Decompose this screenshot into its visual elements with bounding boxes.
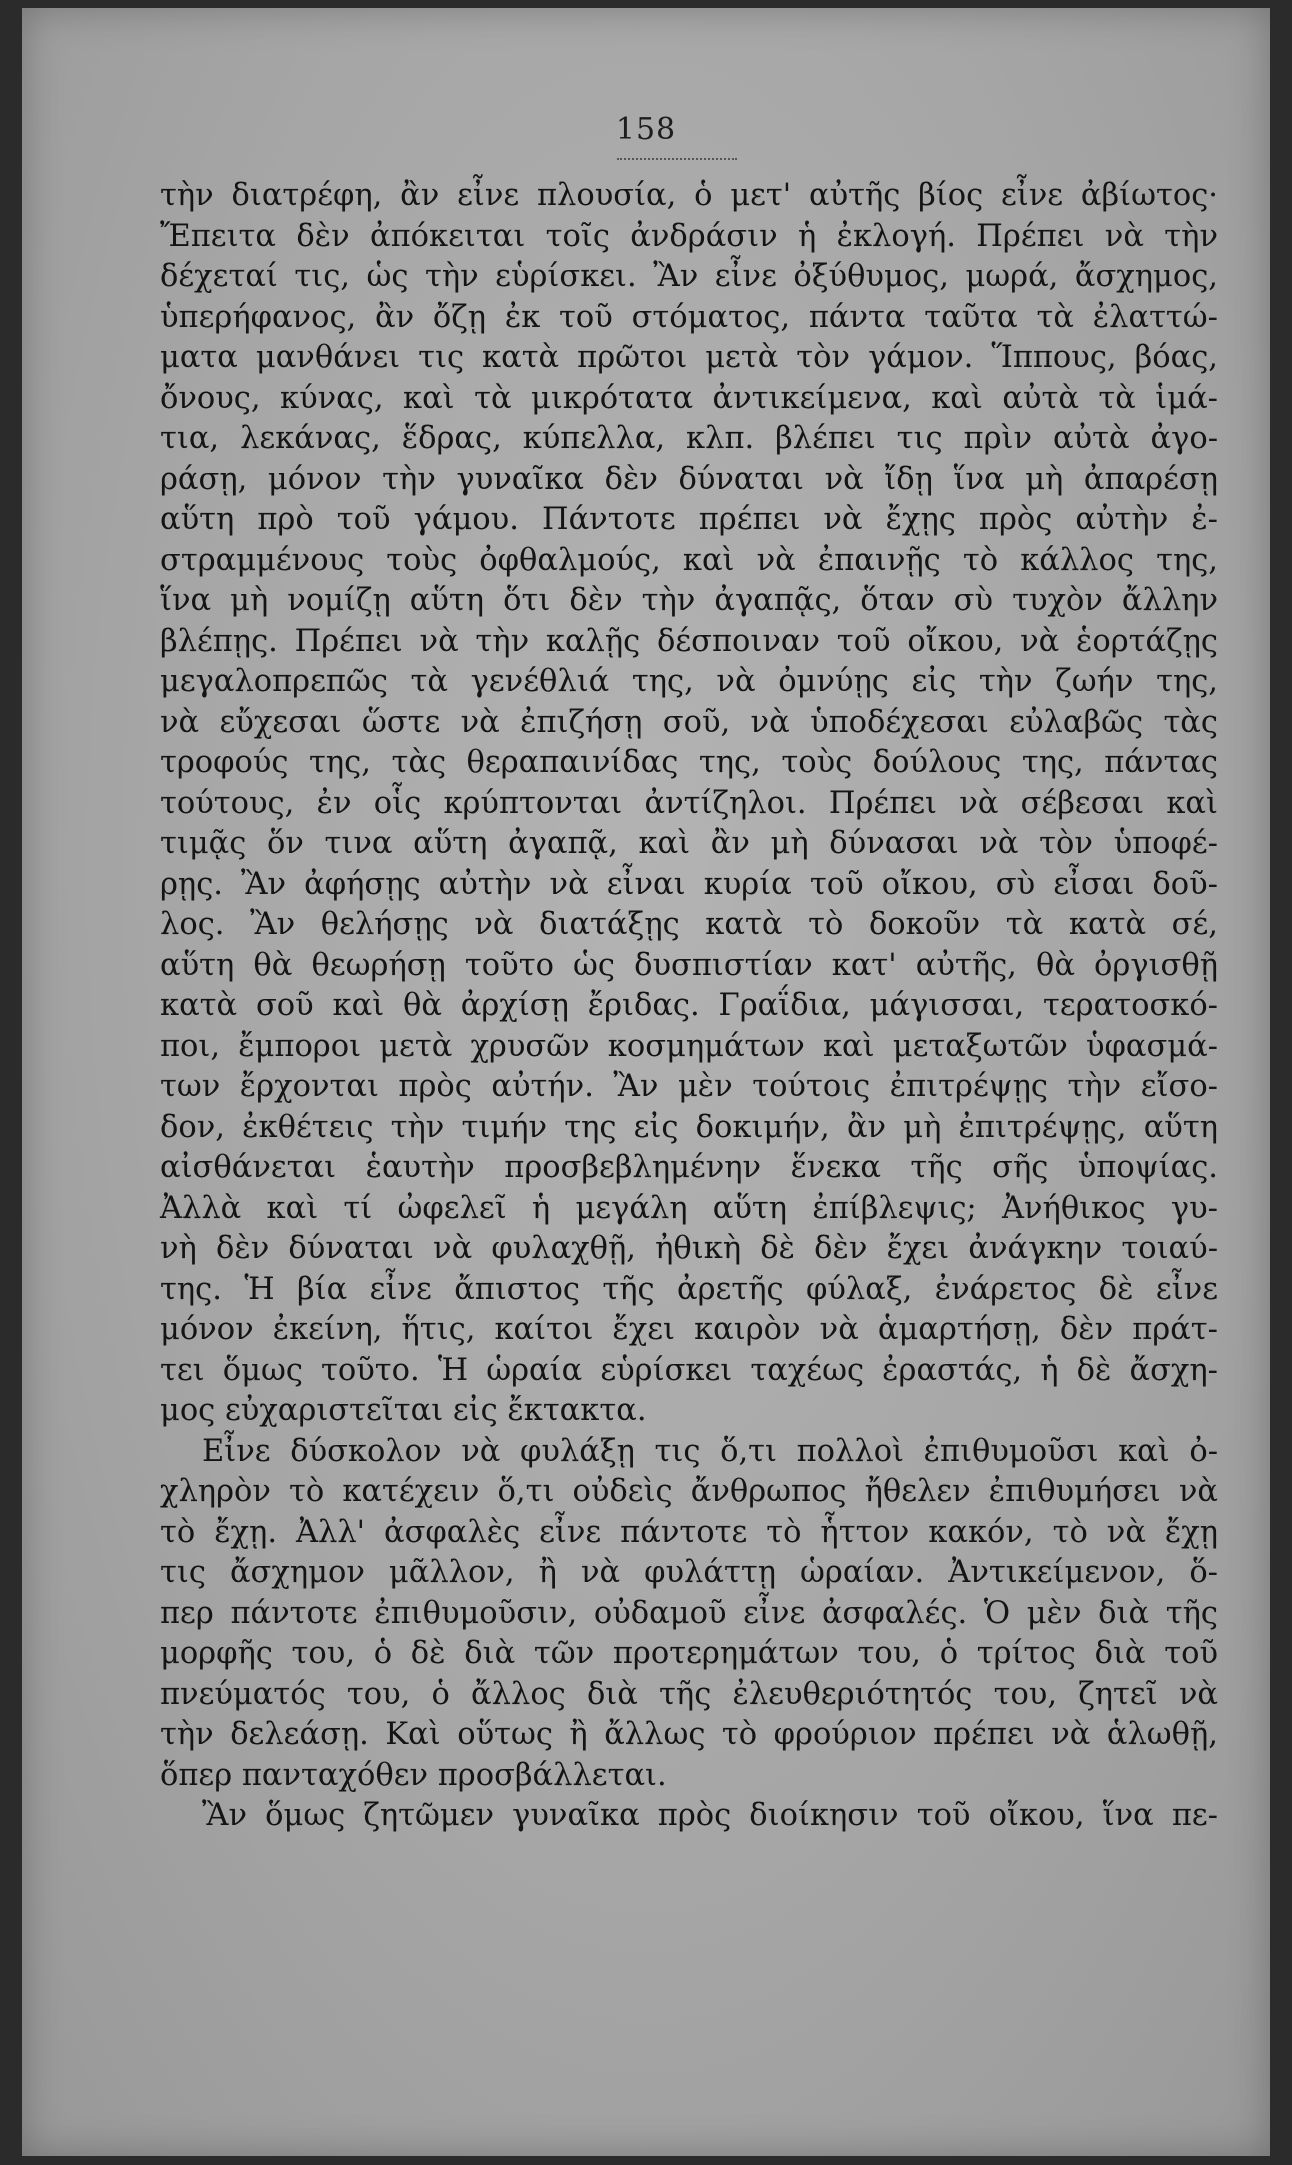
text-line: τια, λεκάνας, ἕδρας, κύπελλα, κλπ. βλέπει τις πρὶν αὐτὰ ἀγο- [160,421,1218,456]
text-line: νὰ εὔχεσαι ὥστε νὰ ἐπιζήσῃ σοῦ, νὰ ὑποδέχεσαι εὐλαβῶς τὰς [160,704,1218,740]
text-line: μεγαλοπρεπῶς τὰ γενέθλιά της, νὰ ὀμνύῃς εἰς τὴν ζωήν της, [160,664,1218,699]
text-line: Ἀλλὰ καὶ τί ὠφελεῖ ἡ μεγάλη αὕτη ἐπίβλεψις; Ἀνήθικος γυ- [160,1190,1218,1226]
page-number: 158 [615,112,677,147]
text-line: πνεύματός του, ὁ ἄλλος διὰ τῆς ἐλευθεριότητός του, ζητεῖ νὰ [160,1676,1218,1712]
text-line: ρῃς. Ἂν ἀφήσῃς αὐτὴν νὰ εἶναι κυρία τοῦ οἴκου, σὺ εἶσαι δοῦ- [160,866,1218,902]
text-line: ὄνους, κύνας, καὶ τὰ μικρότατα ἀντικείμενα, καὶ αὐτὰ τὰ ἱμά- [160,380,1218,416]
text-line: τιμᾷς ὅν τινα αὕτη ἀγαπᾷ, καὶ ἂν μὴ δύνασαι νὰ τὸν ὑποφέ- [160,826,1218,861]
text-line: τις ἄσχημον μᾶλλον, ἢ νὰ φυλάττῃ ὡραίαν. Ἀντικείμενον, ὅ- [160,1555,1218,1590]
text-line: αὕτη θὰ θεωρήσῃ τοῦτο ὡς δυσπιστίαν κατ' αὐτῆς, θὰ ὀργισθῇ [160,947,1218,983]
text-line: της. Ἡ βία εἶνε ἄπιστος τῆς ἀρετῆς φύλαξ, ἐνάρετος δὲ εἶνε [160,1271,1218,1307]
text-line: ὑπερήφανος, ἂν ὄζῃ ἐκ τοῦ στόματος, πάντα ταῦτα τὰ ἐλαττώ- [160,299,1218,335]
text-line: Ἔπειτα δὲν ἀπόκειται τοῖς ἀνδράσιν ἡ ἐκλογή. Πρέπει νὰ τὴν [160,218,1218,254]
text-line: βλέπῃς. Πρέπει νὰ τὴν καλῇς δέσποιναν τοῦ οἴκου, νὰ ἑορτάζῃς [160,623,1218,659]
text-line: νὴ δὲν δύναται νὰ φυλαχθῇ, ἠθικὴ δὲ δὲν ἔχει ἀνάγκην τοιαύ- [160,1231,1218,1266]
text-line: τει ὅμως τοῦτο. Ἡ ὡραία εὑρίσκει ταχέως ἐραστάς, ἡ δὲ ἄσχη- [160,1352,1218,1388]
text-line: τούτους, ἐν οἷς κρύπτονται ἀντίζηλοι. Πρέπει νὰ σέβεσαι καὶ [160,785,1218,821]
book-page [22,8,1270,2156]
text-line: ποι, ἔμποροι μετὰ χρυσῶν κοσμημάτων καὶ μεταξωτῶν ὑφασμά- [160,1028,1218,1064]
text-line: δον, ἐκθέτεις τὴν τιμήν της εἰς δοκιμήν, ἂν μὴ ἐπιτρέψῃς, αὕτη [160,1109,1218,1145]
text-line: μος εὐχαριστεῖται εἰς ἔκτακτα. [160,1393,647,1428]
text-line: τὸ ἔχῃ. Ἀλλ' ἀσφαλὲς εἶνε πάντοτε τὸ ἧττον κακόν, τὸ νὰ ἔχῃ [160,1514,1218,1550]
text-line: ματα μανθάνει τις κατὰ πρῶτοι μετὰ τὸν γάμον. Ἵππους, βόας, [160,340,1218,375]
text-line: τὴν δελεάσῃ. Καὶ οὕτως ἢ ἄλλως τὸ φρούριον πρέπει νὰ ἁλωθῇ, [160,1717,1218,1752]
text-line: τὴν διατρέφη, ἂν εἶνε πλουσία, ὁ μετ' αὐτῆς βίος εἶνε ἀβίωτος· [160,178,1218,213]
text-line: δέχεταί τις, ὡς τὴν εὑρίσκει. Ἂν εἶνε ὀξύθυμος, μωρά, ἄσχημος, [160,259,1218,294]
text-line: αἰσθάνεται ἑαυτὴν προσβεβλημένην ἕνεκα τῆς σῆς ὑποψίας. [160,1150,1218,1185]
body-text [160,176,1218,1837]
text-line: ὅπερ πανταχόθεν προσβάλλεται. [160,1757,667,1793]
text-line: μόνον ἐκείνη, ἥτις, καίτοι ἔχει καιρὸν νὰ ἁμαρτήσῃ, δὲν πράτ- [160,1312,1218,1347]
text-line: στραμμένους τοὺς ὀφθαλμούς, καὶ νὰ ἐπαινῇς τὸ κάλλος της, [160,542,1218,578]
header-rule [617,158,737,160]
text-line: αὕτη πρὸ τοῦ γάμου. Πάντοτε πρέπει νὰ ἔχῃς πρὸς αὐτὴν ἐ- [160,502,1218,537]
text-line: Εἶνε δύσκολον νὰ φυλάξῃ τις ὅ,τι πολλοὶ ἐπιθυμοῦσι καὶ ὀ- [202,1433,1218,1469]
text-line: τροφούς της, τὰς θεραπαινίδας της, τοὺς δούλους της, πάντας [160,745,1218,780]
text-line: Ἂν ὅμως ζητῶμεν γυναῖκα πρὸς διοίκησιν τοῦ οἴκου, ἵνα πε- [202,1798,1218,1833]
text-line: ράσῃ, μόνον τὴν γυναῖκα δὲν δύναται νὰ ἴδῃ ἵνα μὴ ἀπαρέσῃ [160,461,1218,497]
text-line: λος. Ἂν θελήσῃς νὰ διατάξῃς κατὰ τὸ δοκοῦν τὰ κατὰ σέ, [160,907,1218,942]
text-line: χληρὸν τὸ κατέχειν ὅ,τι οὐδεὶς ἄνθρωπος ἤθελεν ἐπιθυμήσει νὰ [160,1474,1218,1509]
text-line: περ πάντοτε ἐπιθυμοῦσιν, οὐδαμοῦ εἶνε ἀσφαλές. Ὁ μὲν διὰ τῆς [160,1595,1218,1631]
text-line: μορφῆς του, ὁ δὲ διὰ τῶν προτερημάτων του, ὁ τρίτος διὰ τοῦ [160,1636,1218,1671]
text-line: των ἔρχονται πρὸς αὐτήν. Ἂν μὲν τούτοις ἐπιτρέψῃς τὴν εἴσο- [160,1069,1218,1104]
text-line: κατὰ σοῦ καὶ θὰ ἀρχίσῃ ἔριδας. Γραΐδια, μάγισσαι, τερατοσκό- [160,988,1218,1023]
text-line: ἵνα μὴ νομίζῃ αὕτη ὅτι δὲν τὴν ἀγαπᾷς, ὅταν σὺ τυχὸν ἄλλην [160,583,1218,618]
